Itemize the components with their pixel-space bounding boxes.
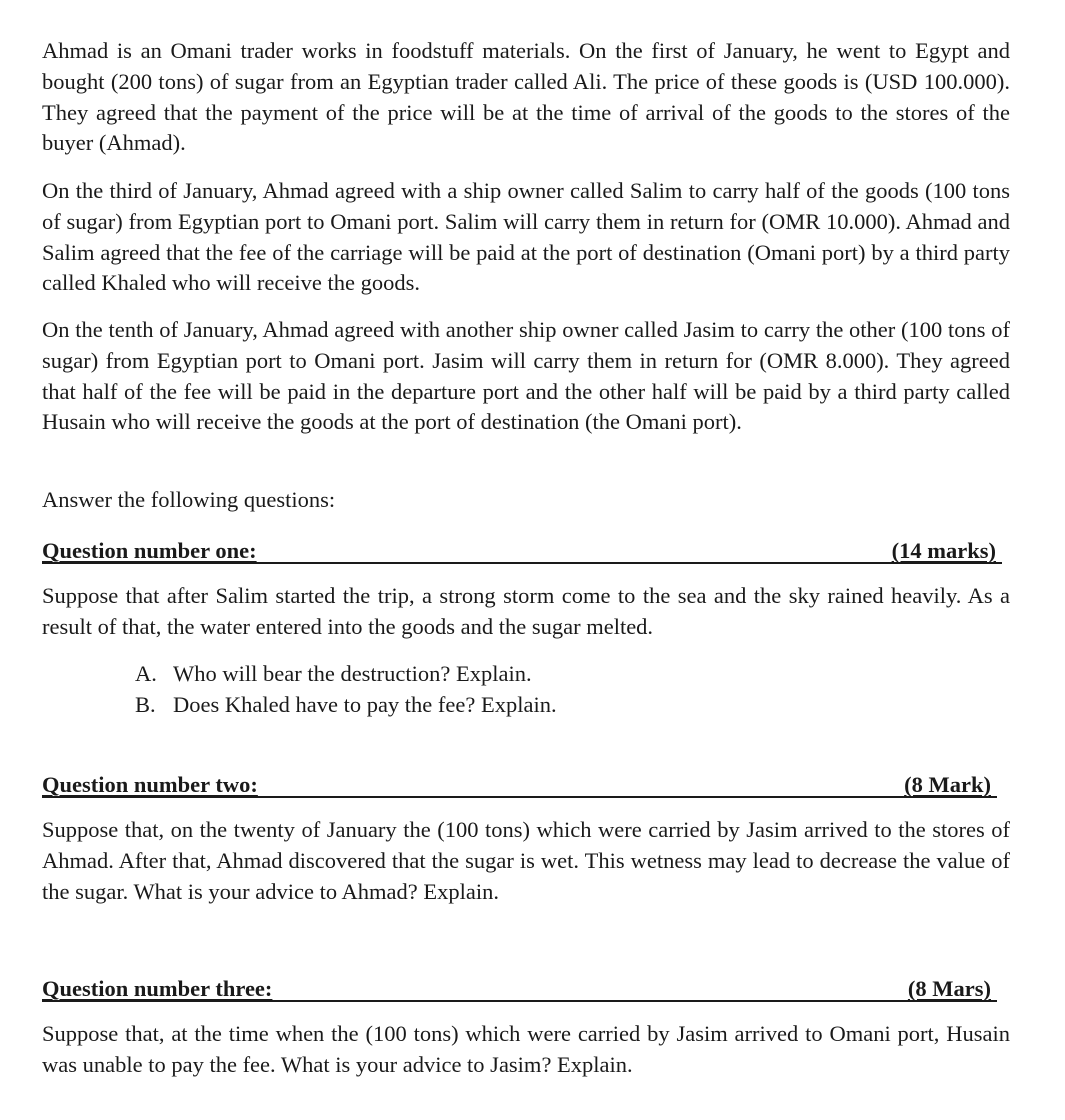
question-one-header xyxy=(42,536,1002,564)
subquestion-a xyxy=(135,658,557,689)
question-two-text: Suppose that, on the twenty of January the (100 tons) which were carried by Jasim arrived to the stores of Ahmad. After that, Ahmad discovered that the sugar is wet. This wetness may lead to decrease the value of the sugar. What is your advice to Ahmad? Explain. xyxy=(42,817,1010,904)
question-three-marks: (8 Mars) xyxy=(907,976,991,1001)
question-one-text: Suppose that after Salim started the trip, a strong storm come to the sea and the sky rained heavily. As a result of that, the water entered into the goods and the sugar melted. xyxy=(42,583,1010,639)
subquestion-a-letter: A. xyxy=(135,661,157,686)
scenario-paragraph-3: On the tenth of January, Ahmad agreed with another ship owner called Jasim to carry the other (100 tons of sugar) from Egyptian port to Omani port. Jasim will carry them in return for (OMR 8.000). They agreed that half of the fee will be paid in the departure port and the other half will be paid by a third party called Husain who will receive the goods at the port of destination (the Omani port). xyxy=(42,317,1010,435)
subquestion-a-text: Who will bear the destruction? Explain. xyxy=(173,661,532,686)
subquestion-b-letter: B. xyxy=(135,692,156,717)
question-two-header xyxy=(42,770,997,798)
instructions-text: Answer the following questions: xyxy=(42,487,336,512)
question-three-text: Suppose that, at the time when the (100 tons) which were carried by Jasim arrived to Omani port, Husain was unable to pay the fee. What is your advice to Jasim? Explain. xyxy=(42,1021,1010,1077)
question-three-title: Question number three: xyxy=(42,976,273,1001)
question-one-title: Question number one: xyxy=(42,538,257,563)
subquestion-b-text: Does Khaled have to pay the fee? Explain. xyxy=(173,692,557,717)
subquestion-b xyxy=(135,689,557,720)
scenario-paragraph-2: On the third of January, Ahmad agreed with a ship owner called Salim to carry half of the goods (100 tons of sugar) from Egyptian port to Omani port. Salim will carry them in return for (OMR 10.000). Ahmad and Salim agreed that the fee of the carriage will be paid at the port of destination (Omani port) by a third party called Khaled who will receive the goods. xyxy=(42,178,1010,296)
scenario-paragraph-1: Ahmad is an Omani trader works in foodstuff materials. On the first of January, he went to Egypt and bought (200 tons) of sugar from an Egyptian trader called Ali. The price of these goods is (USD 100.000). They agreed that the payment of the price will be at the time of arrival of the goods to the stores of the buyer (Ahmad). xyxy=(42,38,1010,156)
question-one-marks: (14 marks) xyxy=(891,538,996,563)
question-two-title: Question number two: xyxy=(42,772,258,797)
question-one-subquestions xyxy=(135,658,557,720)
question-three-header xyxy=(42,974,997,1002)
question-two-marks: (8 Mark) xyxy=(904,772,991,797)
